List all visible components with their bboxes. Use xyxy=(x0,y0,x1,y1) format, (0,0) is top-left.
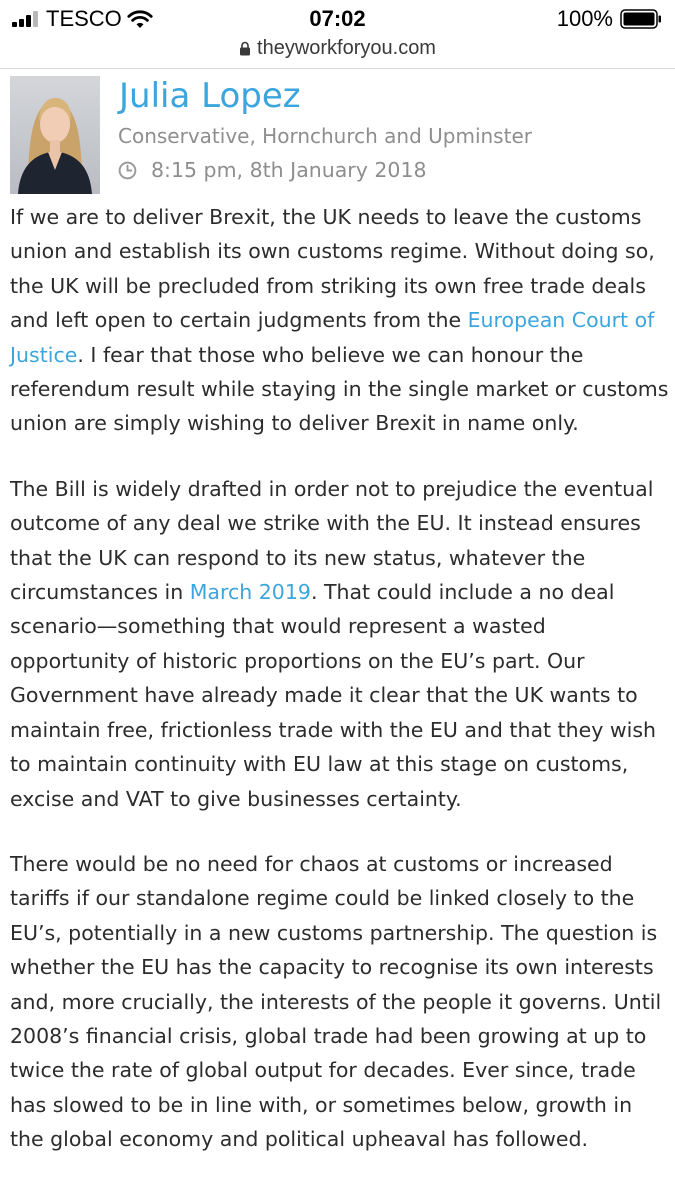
speaker-name[interactable]: Julia Lopez xyxy=(119,76,301,116)
divider xyxy=(0,68,675,69)
speaker-party-constituency: Conservative, Hornchurch and Upminster xyxy=(118,124,532,148)
lock-icon xyxy=(239,41,251,56)
url-text[interactable]: theyworkforyou.com xyxy=(257,37,436,59)
speech-time-text: 8:15 pm, 8th January 2018 xyxy=(151,158,427,182)
status-bar xyxy=(0,0,675,38)
speaker-photo[interactable] xyxy=(10,76,100,194)
speech-text: . I fear that those who believe we can honour the referendum result while staying in the single market or customs union are simply wishing to deliver Brexit in name only. xyxy=(10,342,669,436)
speech-text: The Bill is widely drafted in order not to prejudice the eventual outcome of any deal we strike with the EU. It instead ensures that the UK can respond to its new status, whatever the circumstances in xyxy=(10,476,654,605)
speech-body xyxy=(10,200,670,1157)
march-2019-link[interactable]: March 2019 xyxy=(189,580,311,605)
carrier-name: TESCO xyxy=(46,6,122,31)
clock-icon xyxy=(118,161,137,180)
speech-text: There would be no need for chaos at customs or increased tariffs if our standalone regime could be linked closely to the EU’s, potentially in a new customs partnership. The question is whether the EU has the capacity to recognise its own interests and, more crucially, the interests of the people it governs. Until 2008’s financial crisis, global trade had been growing at up to twice the rate of global output for decades. Ever since, trade has slowed to be in line with, or sometimes below, growth in the global economy and political upheaval has followed. xyxy=(10,851,662,1152)
address-bar[interactable] xyxy=(0,37,675,67)
speech-paragraph xyxy=(10,847,670,1157)
speaker-header xyxy=(10,76,665,196)
status-time: 07:02 xyxy=(309,6,366,31)
speech-paragraph xyxy=(10,472,670,816)
european-court-of-justice-link[interactable]: European Court of Justice xyxy=(10,308,655,367)
speech-timestamp xyxy=(118,158,427,182)
speech-text: . That could include a no deal scenario—something that would represent a wasted opportunity of historic proportions on the EU’s part. Our Government have already made it clear that the UK wants to maintain free, frictionless trade with the EU and that they wish to maintain continuity with EU law at this stage on customs, excise and VAT to give businesses certainty. xyxy=(10,580,657,811)
battery-icon xyxy=(620,9,662,29)
speech-text: If we are to deliver Brexit, the UK needs to leave the customs union and establish its own customs regime. Without doing so, the UK will be precluded from striking its own free trade deals and left open to certain judgments from the xyxy=(10,205,655,333)
speech-paragraph xyxy=(10,200,670,441)
battery-percentage: 100% xyxy=(556,6,613,31)
